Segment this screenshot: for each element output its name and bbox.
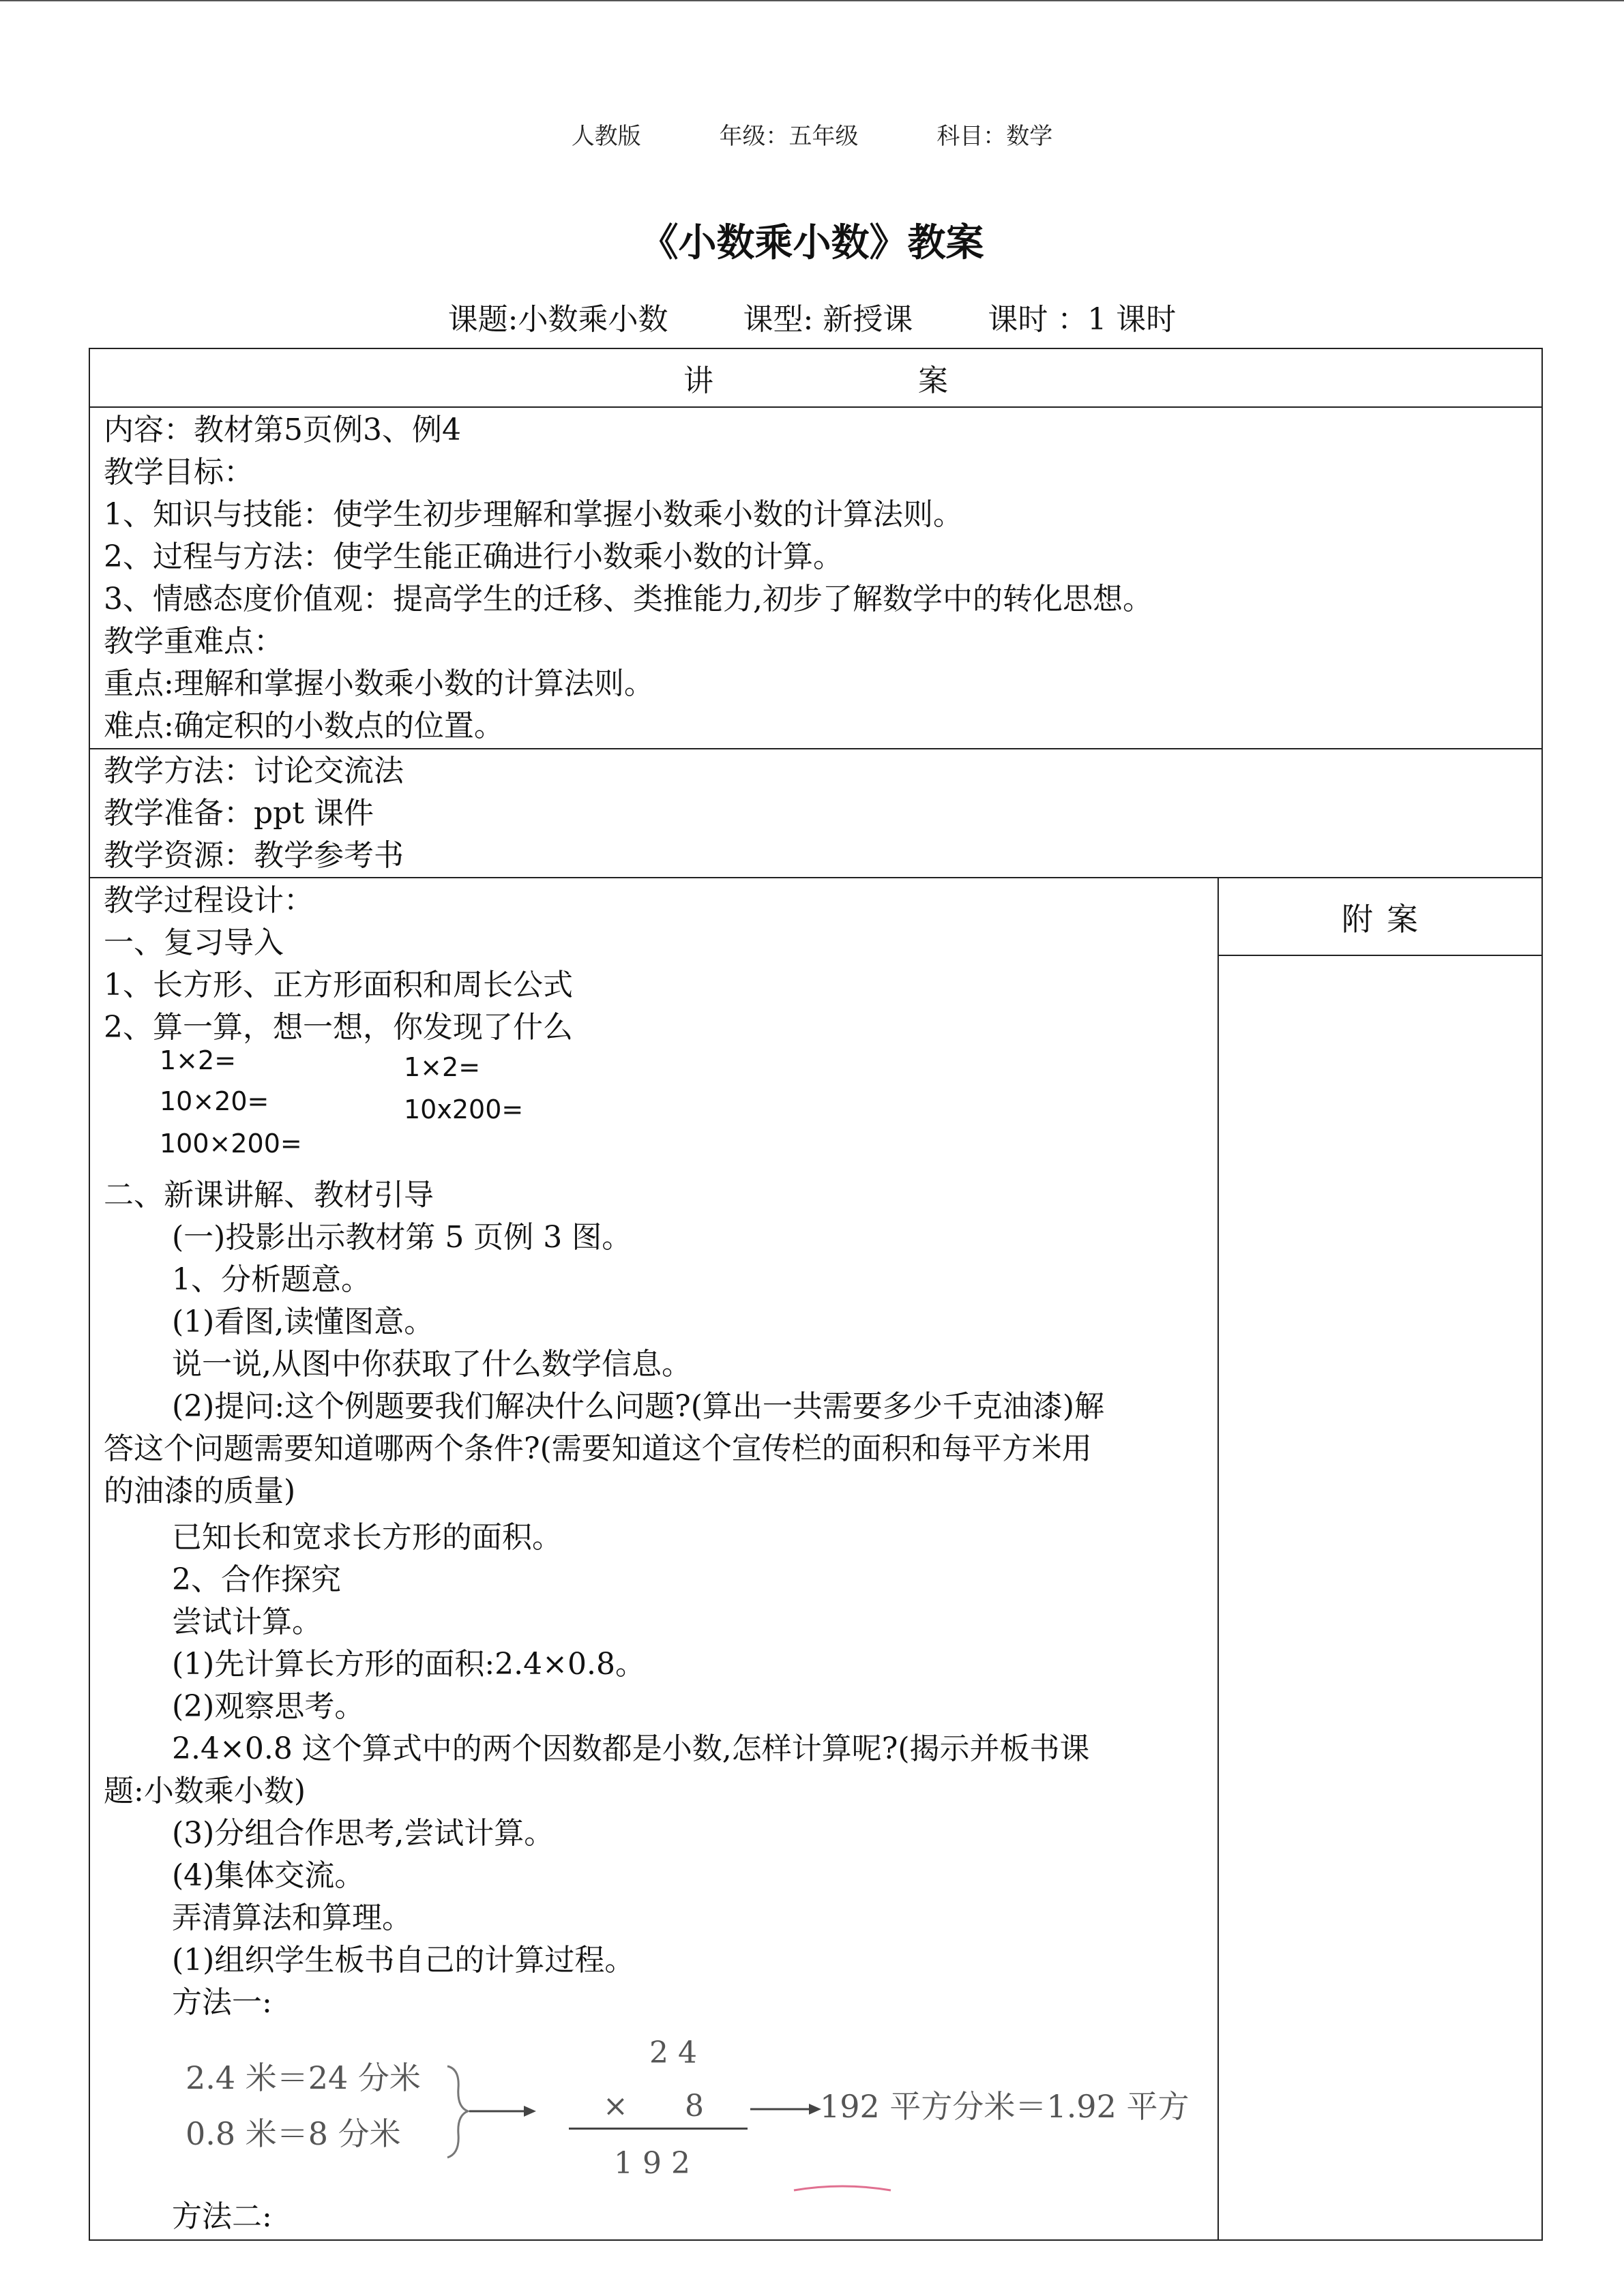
lecture-head-char-1: 讲 (683, 363, 713, 398)
vertical-rule (569, 2128, 748, 2130)
process-line-3: (1)看图,读懂图意。 (172, 1304, 434, 1339)
process-line-10: (2)观察思考。 (172, 1689, 365, 1724)
part-1-heading: 一、复习导入 (104, 925, 284, 960)
row-divider-2 (89, 748, 1543, 749)
part-1-item-1: 1、长方形、正方形面积和周长公式 (104, 968, 573, 1002)
appendix-head-char-1: 附 (1342, 901, 1373, 938)
method1-result: 192 平方分米＝1.92 平方 (820, 2088, 1190, 2125)
calc-right-1: 1×2= (404, 1052, 481, 1082)
difficulty-point: 难点:确定积的小数点的位置。 (104, 709, 504, 743)
process-line-11b: 题:小数乘小数) (104, 1774, 306, 1808)
result-arrow (749, 2099, 824, 2119)
brace-arrow (443, 2061, 546, 2163)
appendix-head-char-2: 案 (1387, 901, 1418, 938)
content-line: 内容：教材第5页例3、例4 (104, 413, 461, 447)
calc-left-3: 100×200= (160, 1129, 302, 1159)
grade-label: 年级：五年级 (719, 123, 859, 150)
top-border (0, 0, 1624, 1)
edition-label: 人教版 (571, 123, 641, 150)
column-divider (1217, 877, 1219, 2241)
process-line-8: 尝试计算。 (172, 1605, 322, 1639)
process-line-7: 2、合作探究 (172, 1562, 341, 1597)
process-line-9: (1)先计算长方形的面积:2.4×0.8。 (172, 1647, 645, 1682)
teaching-prep: 教学准备：ppt 课件 (104, 796, 374, 831)
process-line-1: (一)投影出示教材第 5 页例 3 图。 (172, 1220, 632, 1255)
process-line-13: (4)集体交流。 (172, 1858, 365, 1893)
method1-conversion-b: 0.8 米＝8 分米 (186, 2115, 401, 2152)
process-line-2: 1、分析题意。 (172, 1262, 371, 1297)
row-divider-1 (89, 406, 1543, 408)
hours-label: 课时 ：1 课时 (988, 302, 1177, 337)
teaching-method: 教学方法：讨论交流法 (104, 754, 404, 788)
process-line-4: 说一说,从图中你获取了什么数学信息。 (172, 1347, 692, 1382)
vertical-multiplicand: 2 4 (649, 2036, 697, 2070)
method1-conversion-a: 2.4 米＝24 分米 (186, 2059, 421, 2096)
lecture-header (90, 349, 1541, 406)
lecture-head-char-2: 案 (918, 363, 948, 398)
calc-right-2: 10x200= (404, 1094, 524, 1124)
type-label: 课型: 新授课 (743, 302, 913, 337)
row-divider-3 (89, 877, 1543, 878)
red-mark (791, 2181, 894, 2194)
calc-left-1: 1×2= (160, 1045, 237, 1075)
vertical-multiplier: 8 (685, 2089, 704, 2123)
subject-label: 科目：数学 (936, 123, 1053, 150)
process-line-15: (1)组织学生板书自己的计算过程。 (172, 1943, 635, 1978)
goal-3: 3、情感态度价值观：提高学生的迁移、类推能力,初步了解数学中的转化思想。 (104, 582, 1153, 616)
topic-label: 课题:小数乘小数 (447, 302, 668, 337)
vertical-product: 1 9 2 (614, 2146, 690, 2181)
part-1-item-2: 2、算一算，想一想，你发现了什么 (104, 1010, 573, 1045)
process-line-14: 弄清算法和算理。 (172, 1900, 412, 1935)
key-point: 重点:理解和掌握小数乘小数的计算法则。 (104, 666, 654, 701)
process-line-17: 方法二: (172, 2199, 272, 2234)
appendix-divider (1217, 955, 1543, 956)
goals-title: 教学目标： (104, 455, 254, 490)
process-title: 教学过程设计： (104, 883, 314, 918)
lesson-info (0, 295, 1624, 338)
appendix-header (1220, 880, 1540, 955)
process-line-5a: (2)提问:这个例题要我们解决什么问题?(算出一共需要多少千克油漆)解 (172, 1389, 1105, 1424)
process-line-11a: 2.4×0.8 这个算式中的两个因数都是小数,怎样计算呢?(揭示并板书课 (172, 1731, 1090, 1766)
process-line-12: (3)分组合作思考,尝试计算。 (172, 1816, 555, 1851)
process-line-16: 方法一: (172, 1985, 272, 2020)
process-line-5c: 的油漆的质量) (104, 1474, 296, 1508)
goal-1: 1、知识与技能：使学生初步理解和掌握小数乘小数的计算法则。 (104, 497, 963, 532)
keypoints-title: 教学重难点： (104, 624, 284, 659)
process-line-5b: 答这个问题需要知道哪两个条件?(需要知道这个宣传栏的面积和每平方米用 (104, 1431, 1092, 1466)
calc-left-2: 10×20= (160, 1086, 269, 1116)
part-2-heading: 二、新课讲解、教材引导 (104, 1178, 434, 1212)
document-title: 《小数乘小数》教案 (640, 221, 984, 265)
header-meta (0, 117, 1624, 151)
teaching-resource: 教学资源：教学参考书 (104, 838, 404, 873)
times-sign: × (603, 2089, 628, 2123)
goal-2: 2、过程与方法：使学生能正确进行小数乘小数的计算。 (104, 539, 843, 574)
process-line-6: 已知长和宽求长方形的面积。 (172, 1520, 562, 1555)
